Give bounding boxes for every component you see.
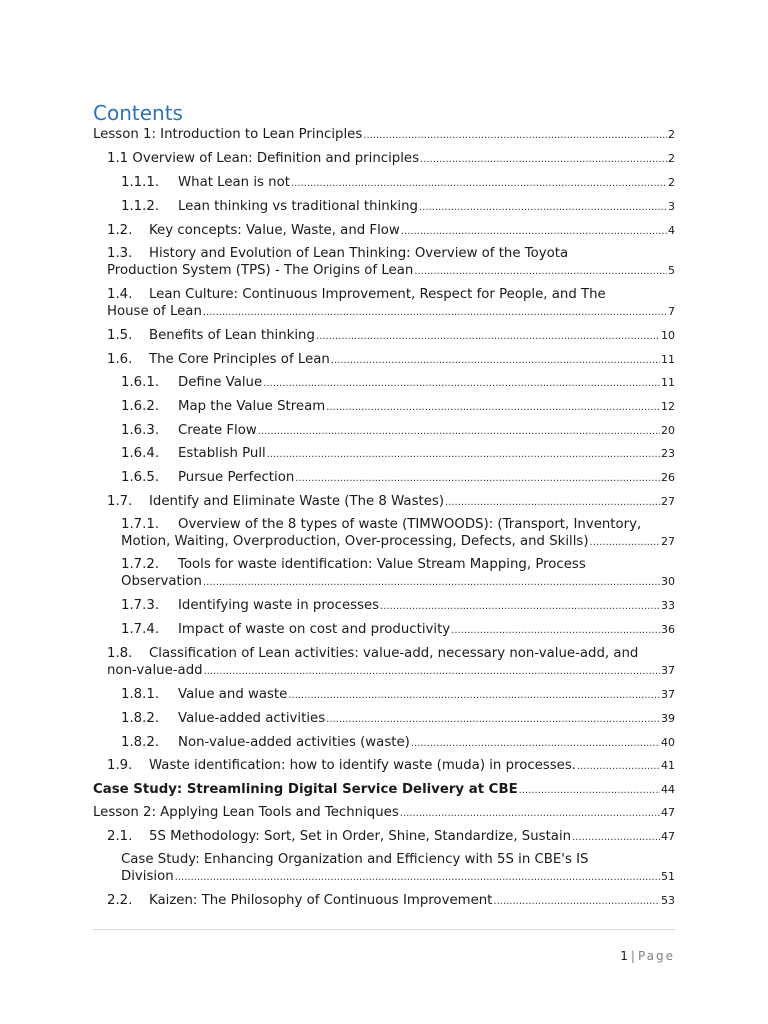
toc-entry-text: Map the Value Stream <box>178 399 326 414</box>
toc-page-number: 2 <box>668 176 675 189</box>
toc-entry[interactable] <box>121 198 675 216</box>
toc-entry-text: Value-added activities <box>178 711 326 726</box>
toc-entry-number: 1.7.3. <box>121 598 160 613</box>
toc-entry-text: What Lean is not <box>178 175 290 190</box>
toc-entry-number: 2.1. <box>107 829 133 844</box>
toc-entry-number: 1.6.2. <box>121 399 160 414</box>
toc-entry-text: Define Value <box>178 375 263 390</box>
toc-entry[interactable] <box>107 757 675 775</box>
toc-page-number: 11 <box>661 376 675 389</box>
toc-leader <box>400 804 660 822</box>
toc-entry-text: Overview of the 8 types of waste (TIMWOODS): (Transport, Inventory, <box>178 517 642 532</box>
toc-entry-number: 1.6. <box>107 352 133 367</box>
toc-leader <box>519 781 660 799</box>
toc-page-number: 20 <box>661 424 675 437</box>
toc-leader <box>175 868 660 886</box>
toc-entry-text: Impact of waste on cost and productivity <box>178 622 451 637</box>
toc-page-number: 47 <box>661 830 675 843</box>
toc-leader <box>445 493 660 511</box>
toc-entry[interactable] <box>121 516 675 551</box>
footer-page-number: 1 <box>620 949 628 963</box>
toc-entry-number: 1.1.2. <box>121 199 160 214</box>
toc-page-number: 44 <box>661 783 675 796</box>
footer-divider <box>93 929 675 930</box>
toc-entry-number: 1.7.4. <box>121 622 160 637</box>
footer-separator: | <box>630 949 635 963</box>
toc-leader <box>411 734 660 752</box>
toc-entry-text: The Core Principles of Lean <box>149 352 330 367</box>
toc-entry-text-continued: House of Lean <box>107 304 202 319</box>
toc-leader <box>263 374 660 392</box>
toc-leader <box>363 126 667 144</box>
toc-entry-text: Benefits of Lean thinking <box>149 328 315 343</box>
toc-entry-text-continued: Observation <box>121 574 202 589</box>
toc-page-number: 33 <box>661 599 675 612</box>
toc-page-number: 41 <box>661 759 675 772</box>
footer-page-label: Page <box>637 949 675 963</box>
toc-entry-number: 1.6.3. <box>121 423 160 438</box>
toc-page-number: 3 <box>668 200 675 213</box>
toc-entry[interactable] <box>121 174 675 192</box>
toc-entry[interactable] <box>107 351 675 369</box>
toc-leader <box>493 892 660 910</box>
toc-entry-text: Kaizen: The Philosophy of Continuous Improvement <box>149 893 493 908</box>
toc-leader <box>419 198 667 216</box>
toc-leader <box>380 597 660 615</box>
toc-entry-number: 1.8.1. <box>121 687 160 702</box>
toc-page-number: 40 <box>661 736 675 749</box>
toc-leader <box>204 662 660 680</box>
page-footer <box>620 948 675 964</box>
toc-entry-text: Identify and Eliminate Waste (The 8 Wastes) <box>149 494 445 509</box>
toc-leader <box>258 422 660 440</box>
toc-entry[interactable] <box>107 222 675 240</box>
toc-entry[interactable] <box>93 781 675 799</box>
toc-leader <box>572 828 660 846</box>
toc-entry[interactable] <box>107 645 675 680</box>
toc-entry[interactable] <box>121 734 675 752</box>
toc-entry-text: History and Evolution of Lean Thinking: Overview of the Toyota <box>149 246 569 261</box>
toc-entry-text: Establish Pull <box>178 446 266 461</box>
toc-page-number: 2 <box>668 152 675 165</box>
toc-entry[interactable] <box>121 621 675 639</box>
toc-leader <box>331 351 660 369</box>
toc-entry-text: 1.1 Overview of Lean: Definition and principles <box>107 151 420 166</box>
toc-page-number: 47 <box>661 806 675 819</box>
toc-leader <box>203 303 667 321</box>
toc-page-number: 51 <box>661 870 675 883</box>
toc-leader <box>414 262 667 280</box>
toc-entry-text-continued: Motion, Waiting, Overproduction, Over-processing, Defects, and Skills) <box>121 534 589 549</box>
toc-entry-text: Key concepts: Value, Waste, and Flow <box>149 223 400 238</box>
toc-entry-text: Lesson 2: Applying Lean Tools and Techniques <box>93 805 399 820</box>
toc-entry-number: 1.7. <box>107 494 133 509</box>
toc-entry[interactable] <box>121 469 675 487</box>
toc-page-number: 7 <box>668 305 675 318</box>
toc-page-number: 27 <box>661 535 675 548</box>
toc-leader <box>291 174 667 192</box>
toc-entry-text: 5S Methodology: Sort, Set in Order, Shine, Standardize, Sustain <box>149 829 572 844</box>
toc-page-number: 4 <box>668 224 675 237</box>
toc-leader <box>295 469 660 487</box>
toc-title: Contents <box>93 101 183 125</box>
toc-entry[interactable] <box>121 422 675 440</box>
toc-page-number: 12 <box>661 400 675 413</box>
toc-entry-text: Identifying waste in processes <box>178 598 380 613</box>
toc-leader <box>451 621 660 639</box>
toc-page-number: 2 <box>668 128 675 141</box>
toc-leader <box>288 686 660 704</box>
toc-leader <box>326 710 660 728</box>
toc-entry[interactable] <box>107 245 675 280</box>
toc-entry-number: 1.8. <box>107 646 133 661</box>
toc-entry[interactable] <box>121 445 675 463</box>
toc-entry[interactable] <box>121 597 675 615</box>
toc-entry-text-continued: Division <box>121 869 174 884</box>
toc-entry[interactable] <box>107 150 675 168</box>
toc-leader <box>316 327 660 345</box>
toc-entry[interactable] <box>121 710 675 728</box>
toc-entry-text: Tools for waste identification: Value Stream Mapping, Process <box>178 557 586 572</box>
toc-leader <box>401 222 667 240</box>
toc-entry-text: Lesson 1: Introduction to Lean Principles <box>93 127 363 142</box>
toc-entry-text: Non-value-added activities (waste) <box>178 735 410 750</box>
toc-entry-text-continued: non-value-add <box>107 663 203 678</box>
toc-leader <box>203 573 660 591</box>
document-page <box>93 0 675 1024</box>
toc-entry-number: 1.8.2. <box>121 735 160 750</box>
toc-entry[interactable] <box>121 851 675 886</box>
toc-entry[interactable] <box>93 126 675 144</box>
toc-page-number: 37 <box>661 664 675 677</box>
toc-leader <box>326 398 660 416</box>
toc-page-number: 5 <box>668 264 675 277</box>
toc-page-number: 37 <box>661 688 675 701</box>
toc-page-number: 53 <box>661 894 675 907</box>
toc-page-number: 36 <box>661 623 675 636</box>
toc-entry-text: Value and waste <box>178 687 288 702</box>
toc-entry-number: 1.2. <box>107 223 133 238</box>
toc-page-number: 39 <box>661 712 675 725</box>
toc-entry-text: Lean Culture: Continuous Improvement, Respect for People, and The <box>149 287 606 302</box>
toc-page-number: 30 <box>661 575 675 588</box>
toc-leader <box>420 150 667 168</box>
toc-entry-number: 1.3. <box>107 246 133 261</box>
toc-entry[interactable] <box>107 828 675 846</box>
toc-entry[interactable] <box>93 804 675 822</box>
toc-page-number: 27 <box>661 495 675 508</box>
toc-entry-text-continued: Production System (TPS) - The Origins of Lean <box>107 263 414 278</box>
toc-entry-text: Lean thinking vs traditional thinking <box>178 199 418 214</box>
toc-entry[interactable] <box>107 327 675 345</box>
toc-entry-number: 1.6.5. <box>121 470 160 485</box>
toc-entry-number: 1.4. <box>107 287 133 302</box>
toc-entry[interactable] <box>107 286 675 321</box>
toc-entry[interactable] <box>121 556 675 591</box>
toc-page-number: 11 <box>661 353 675 366</box>
toc-entry[interactable] <box>121 374 675 392</box>
toc-leader <box>577 757 660 775</box>
toc-entry-text: Pursue Perfection <box>178 470 295 485</box>
toc-entry-number: 2.2. <box>107 893 133 908</box>
toc-entry[interactable] <box>107 493 675 511</box>
toc-entry-number: 1.8.2. <box>121 711 160 726</box>
toc-entry-text: Case Study: Streamlining Digital Service Delivery at CBE <box>93 782 518 797</box>
toc-entry-number: 1.6.4. <box>121 446 160 461</box>
toc-leader <box>267 445 660 463</box>
toc-entry[interactable] <box>121 398 675 416</box>
toc-page-number: 10 <box>661 329 675 342</box>
toc-page-number: 26 <box>661 471 675 484</box>
toc-entry-number: 1.7.1. <box>121 517 160 532</box>
toc-entry-number: 1.7.2. <box>121 557 160 572</box>
toc-entry[interactable] <box>107 892 675 910</box>
toc-entry-text: Waste identification: how to identify waste (muda) in processes. <box>149 758 577 773</box>
toc-entry[interactable] <box>121 686 675 704</box>
toc-page-number: 23 <box>661 447 675 460</box>
toc-entry-text: Create Flow <box>178 423 257 438</box>
toc-entry-number: 1.9. <box>107 758 133 773</box>
toc-entry-text: Case Study: Enhancing Organization and Efficiency with 5S in CBE's IS <box>121 852 589 867</box>
toc-entry-number: 1.5. <box>107 328 133 343</box>
toc-entry-number: 1.1.1. <box>121 175 160 190</box>
toc-leader <box>590 533 660 551</box>
toc-entry-number: 1.6.1. <box>121 375 160 390</box>
toc-entry-text: Classification of Lean activities: value-add, necessary non-value-add, and <box>149 646 639 661</box>
